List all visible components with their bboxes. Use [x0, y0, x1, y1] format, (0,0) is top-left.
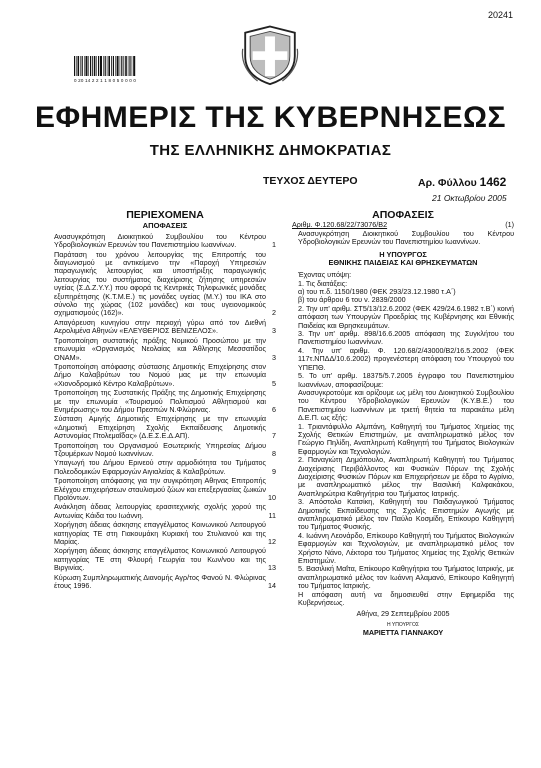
decision-paragraph: 2. Παναγιώτη Δημόπουλο, Αναπληρωτή Καθηγητή του Τμήματος Διαχείρισης Περιβάλλοντος και Φυσικών Πόρων της Σχολής Διαχείρισης Φυσικών Πόρων και Επιχειρήσεων με έδρα το Αγρίνιο, με αναπληρωματικό μέλος την Βασιλική Καλφακάκου, Αναπληρώτρια Καθηγήτρια του Τμήματος Ιατρικής. [298, 455, 514, 498]
barcode [74, 56, 136, 76]
contents-item-page: 3 [272, 352, 276, 362]
contents-section-heading: ΑΠΟΦΑΣΕΙΣ [142, 221, 188, 231]
masthead-subtitle: ΤΗΣ ΕΛΛΗΝΙΚΗΣ ΔΗΜΟΚΡΑΤΙΑΣ [149, 142, 392, 159]
sheet-number: 1462 [479, 175, 507, 189]
decision-paragraph: 5. Βασιλική Μαΐτα, Επίκουρο Καθηγήτρια του Τμήματος Ιατρικής, με αναπληρωματικό μέλος τον Ιωάννη Αλαμανό, Επίκουρο Καθηγητή του Τμήματος Ιατρικής. [298, 564, 514, 591]
contents-item-page: 14 [268, 581, 276, 591]
sheet-number-label [418, 175, 506, 189]
contents-item-title: Ανασυγκρότηση Διοικητικού Συμβουλίου του Κέντρου Υδροβιολογικών Ερευνών του Πανεπιστημίου Ιωαννίνων. [54, 231, 266, 250]
contents-item [54, 337, 276, 362]
contents-item-title: Σύσταση Αμιγής Δημοτικής Επιχείρησης με την επωνυμία «Δημοτική Επιχείρηση Σχολής Εκπαίδευσης Δημοτικής Αστυνομίας Πτολεμαΐδας» (Δ.Ε.Σ.Ε.Δ.ΑΠ). [54, 414, 266, 441]
contents-item-page: 7 [272, 431, 276, 441]
minister-title: Η ΥΠΟΥΡΓΟΣ [379, 249, 427, 259]
contents-list [54, 233, 276, 591]
contents-item-title: Χορήγηση άδειας άσκησης επαγγέλματος Κοινωνικού Λειτουργού κατηγορίας ΤΕ στη Γιακουμάκη Κυριακή του Στυλιανού και της Μαρίας. [54, 520, 266, 547]
contents-item-title: Τροποποίηση απόφασης σύστασης Δημοτικής Επιχείρησης στον Δήμο Καλαβρύτων του Νομού μας με την επωνυμία «Χιονοδρομικό Κέντρο Καλαβρύτων». [54, 361, 266, 388]
issue-label: ΤΕΥΧΟΣ ΔΕΥΤΕΡΟ [263, 175, 358, 187]
decisions-heading: ΑΠΟΦΑΣΕΙΣ [372, 209, 434, 221]
page-number: 20241 [487, 10, 513, 20]
issue-date: 21 Οκτωβρίου 2005 [432, 193, 507, 203]
contents-item-page: 11 [268, 510, 276, 520]
contents-item-page: 10 [268, 493, 276, 502]
contents-item-title: Τροποποίηση του Οργανισμού Εσωτερικής Υπηρεσίας Δήμου Τζουμέρκων Νομού Ιωαννίνων. [54, 440, 266, 458]
contents-heading: ΠΕΡΙΕΧΟΜΕΝΑ [126, 209, 204, 221]
barcode-number: 0 20 14 2 2 1 1 8 0 5 0 0 0 0 [74, 78, 137, 83]
contents-item [54, 442, 276, 459]
contents-item-title: Χορήγηση άδειας άσκησης επαγγέλματος Κοινωνικού Λειτουργού κατηγορίας ΤΕ στη Φλουρή Γεωργία του Κων/νου και της Βιργινίας. [54, 546, 266, 573]
decisions-column [292, 205, 514, 638]
contents-item-page: 2 [272, 308, 276, 318]
contents-item-title: Τροποποίηση συστατικής πράξης Νομικού Προσώπου με την επωνυμία «Οργανισμός Νεολαίας και Άθλησης Μεσσατίδος ΟΝΑΜ». [54, 335, 266, 362]
masthead-title: ΕΦΗΜΕΡΙΣ ΤΗΣ ΚΥΒΕΡΝΗΣΕΩΣ [34, 101, 507, 134]
contents-item-page: 1 [272, 240, 276, 250]
contents-item [54, 547, 276, 572]
decision-paragraph: β) του άρθρου 6 του ν. 2839/2000 [298, 295, 406, 305]
contents-item [54, 477, 276, 502]
decision-paragraph: 1. Τις διατάξεις: [298, 278, 348, 288]
hellenic-republic-emblem [239, 24, 301, 86]
contents-item-page: 8 [272, 448, 276, 458]
decision-paragraph: Έχοντας υπόψη: [298, 270, 352, 280]
contents-item [54, 521, 276, 546]
decision-paragraph: 5. Το υπ' αριθμ. 18375/5.7.2005 έγγραφο του Πανεπιστημίου Ιωαννίνων, αποφασίζουμε: [298, 371, 514, 389]
decision-paragraph: 2. Την υπ' αριθμ. ΣΤ5/13/12.6.2002 (ΦΕΚ 429/24.6.1982 τ.Β΄) κοινή απόφαση των Υπουργών Προεδρίας της Κυβέρνησης και Εθνικής Παιδείας και Θρησκευμάτων. [298, 303, 514, 330]
contents-item [54, 233, 276, 250]
signature-place-date: Αθήνα, 29 Σεπτεμβρίου 2005 [356, 609, 450, 619]
minister-heading [292, 251, 514, 269]
decision-paragraph: Η απόφαση αυτή να δημοσιευθεί στην Εφημερίδα της Κυβερνήσεως. [298, 589, 514, 608]
contents-item [54, 459, 276, 476]
sheet-label: Αρ. Φύλλου [418, 177, 477, 189]
contents-item-title: Παράταση του χρόνου λειτουργίας της Επιτροπής του διαγωνισμού με αντικείμενο την «Παροχή Υπηρεσιών παραγωγικής λειτουργίας και υποστήριξης παραγωγικής λειτουργίας του συστήματος διαχείρισης ζήτησης υπηρεσιών υγείας (Σ.Δ.Ζ.Υ.Υ.) που αφορά τις Κεντρικές Τηλεφωνικές μονάδες εξυπηρέτησης (Κ.Τ.Μ.Ε.) τις μονάδες υγείας (Μ.Υ.) του ΙΚΑ στο σύνολο της χώρας (102 μονάδες) και τους υγειονομικούς σχηματισμούς (162)». [54, 249, 266, 318]
contents-item-page: 13 [268, 563, 276, 573]
contents-item [54, 415, 276, 440]
decision-paragraph: Ανασυγκροτούμε και ορίζουμε ως μέλη του Διοικητικού Συμβουλίου του Κέντρου Υδροβιολογικών Ερευνών (Κ.Υ.Β.Ε.) του Πανεπιστημίου Ιωαννίνων με τριετή θητεία τα παρακάτω μέλη Δ.Ε.Π. ως εξής: [298, 387, 514, 423]
contents-item-page: 9 [272, 466, 276, 476]
decision-paragraph: α) του π.δ. 1150/1980 (ΦΕΚ 293/23.12.1980 τ.Α΄) [298, 287, 456, 297]
contents-item-page: 3 [272, 326, 276, 336]
contents-item [54, 574, 276, 591]
signatory-title: Η ΥΠΟΥΡΓΟΣ [387, 621, 419, 628]
decision-reference-number: (1) [505, 220, 514, 230]
decision-description: Ανασυγκρότηση Διοικητικού Συμβουλίου του Κέντρου Υδροβιολογικών Ερευνών του Πανεπιστημίου Ιωαννίνων. [298, 228, 514, 247]
decision-paragraph: 4. Ιωάννη Λεονάρδο, Επίκουρο Καθηγητή του Τμήματος Βιολογικών Εφαρμογών και Τεχνολογιών, με αναπληρωματικό μέλος τον Χρήστο Νάνο, Λέκτορα του Τμήματος Χημείας της Σχολής Θετικών Επιστημών. [298, 530, 514, 566]
contents-item-title: Υπαγωγή του Δήμου Ερινεού στην αρμοδιότητα του Τμήματος Πολεοδομικών Εφαρμογών Αιγιαλείας & Καλαβρύτων. [54, 458, 266, 476]
contents-item-title: Κύρωση Συμπληρωματικής Διανομής Αγρ/τος Φανού Ν. Φλώρινας έτους 1996. [54, 572, 266, 591]
contents-item-title: Τροποποίηση απόφασης για την συγκρότηση Αθηνας Επιτροπής Ελέγχου επιχειρήσεων σταυλισμού ζώων και επεξεργασίας ζωικών Προϊόντων. [54, 476, 266, 502]
signatory-name: ΜΑΡΙΕΤΤΑ ΓΙΑΝΝΑΚΟΥ [362, 628, 444, 638]
decision-paragraph: 3. Απόστολο Κατσίκη, Καθηγητή του Παιδαγωγικού Τμήματος Δημοτικής Εκπαίδευσης της Σχολής Επιστημών Αγωγής με αναπληρωματικό μέλος τον Παύλο Κοσμίδη, Επίκουρο Καθηγητή του Τμήματος Φυσικής. [298, 497, 514, 532]
contents-item-title: Ανάκληση άδειας λειτουργίας ερασιτεχνικής σχολής χορού της Αντωνίας Κάιδα του Ιωάννη. [54, 502, 266, 520]
decision-body [292, 271, 514, 607]
contents-item [54, 319, 276, 336]
contents-item-title: Απαγόρευση κυνηγίου στην περιοχή γύρω από τον Διεθνή Αερολιμένα Αθηνών «ΕΛΕΥΘΕΡΙΟΣ ΒΕΝΙΖΕΛΟΣ». [54, 317, 266, 336]
contents-item-title: Τροποποίηση της Συστατικής Πράξης της Δημοτικής Επιχείρησης με την επωνυμία «Τουρισμού Πολιτισμού Αθλητισμού και Ενημέρωσης» του Δήμου Πρεσπών Ν.Φλώρινας. [54, 388, 266, 414]
contents-item [54, 251, 276, 318]
decision-reference-code: Αριθμ. Φ.120.68/22/73076/Β2 [292, 220, 388, 230]
contents-item-page: 12 [268, 537, 276, 547]
contents-item-page: 6 [272, 404, 276, 414]
ministry-name: ΕΘΝΙΚΗΣ ΠΑΙΔΕΙΑΣ ΚΑΙ ΘΡΗΣΚΕΥΜΑΤΩΝ [328, 258, 478, 268]
contents-item [54, 363, 276, 388]
decision-paragraph: 1. Τριαντάφυλλο Αλμπάνη, Καθηγητή του Τμήματος Χημείας της Σχολής Θετικών Επιστημών, με αναπληρωματικό μέλος τον Γεώργιο Πηλίδη, Αναπληρωτή Καθηγητή του Τμήματος Βιολογικών Εφαρμογών και Τεχνολογιών. [298, 421, 514, 456]
contents-item [54, 389, 276, 414]
contents-item-page: 5 [272, 378, 276, 388]
decision-paragraph: 4. Την υπ' αριθμ. Φ. 120.68/2/43000/Β2/16.5.2002 (ΦΕΚ 117τ.ΝΠΔΔ/10.6.2002) προγενέστερη απόφαση του Υπουργού του ΥΠΕΠΘ. [298, 345, 514, 372]
contents-item [54, 503, 276, 520]
decision-paragraph: 3. Την υπ' αριθμ. 898/16.6.2005 απόφαση της Συγκλήτου του Πανεπιστημίου Ιωαννίνων. [298, 329, 514, 347]
contents-column [54, 205, 276, 591]
